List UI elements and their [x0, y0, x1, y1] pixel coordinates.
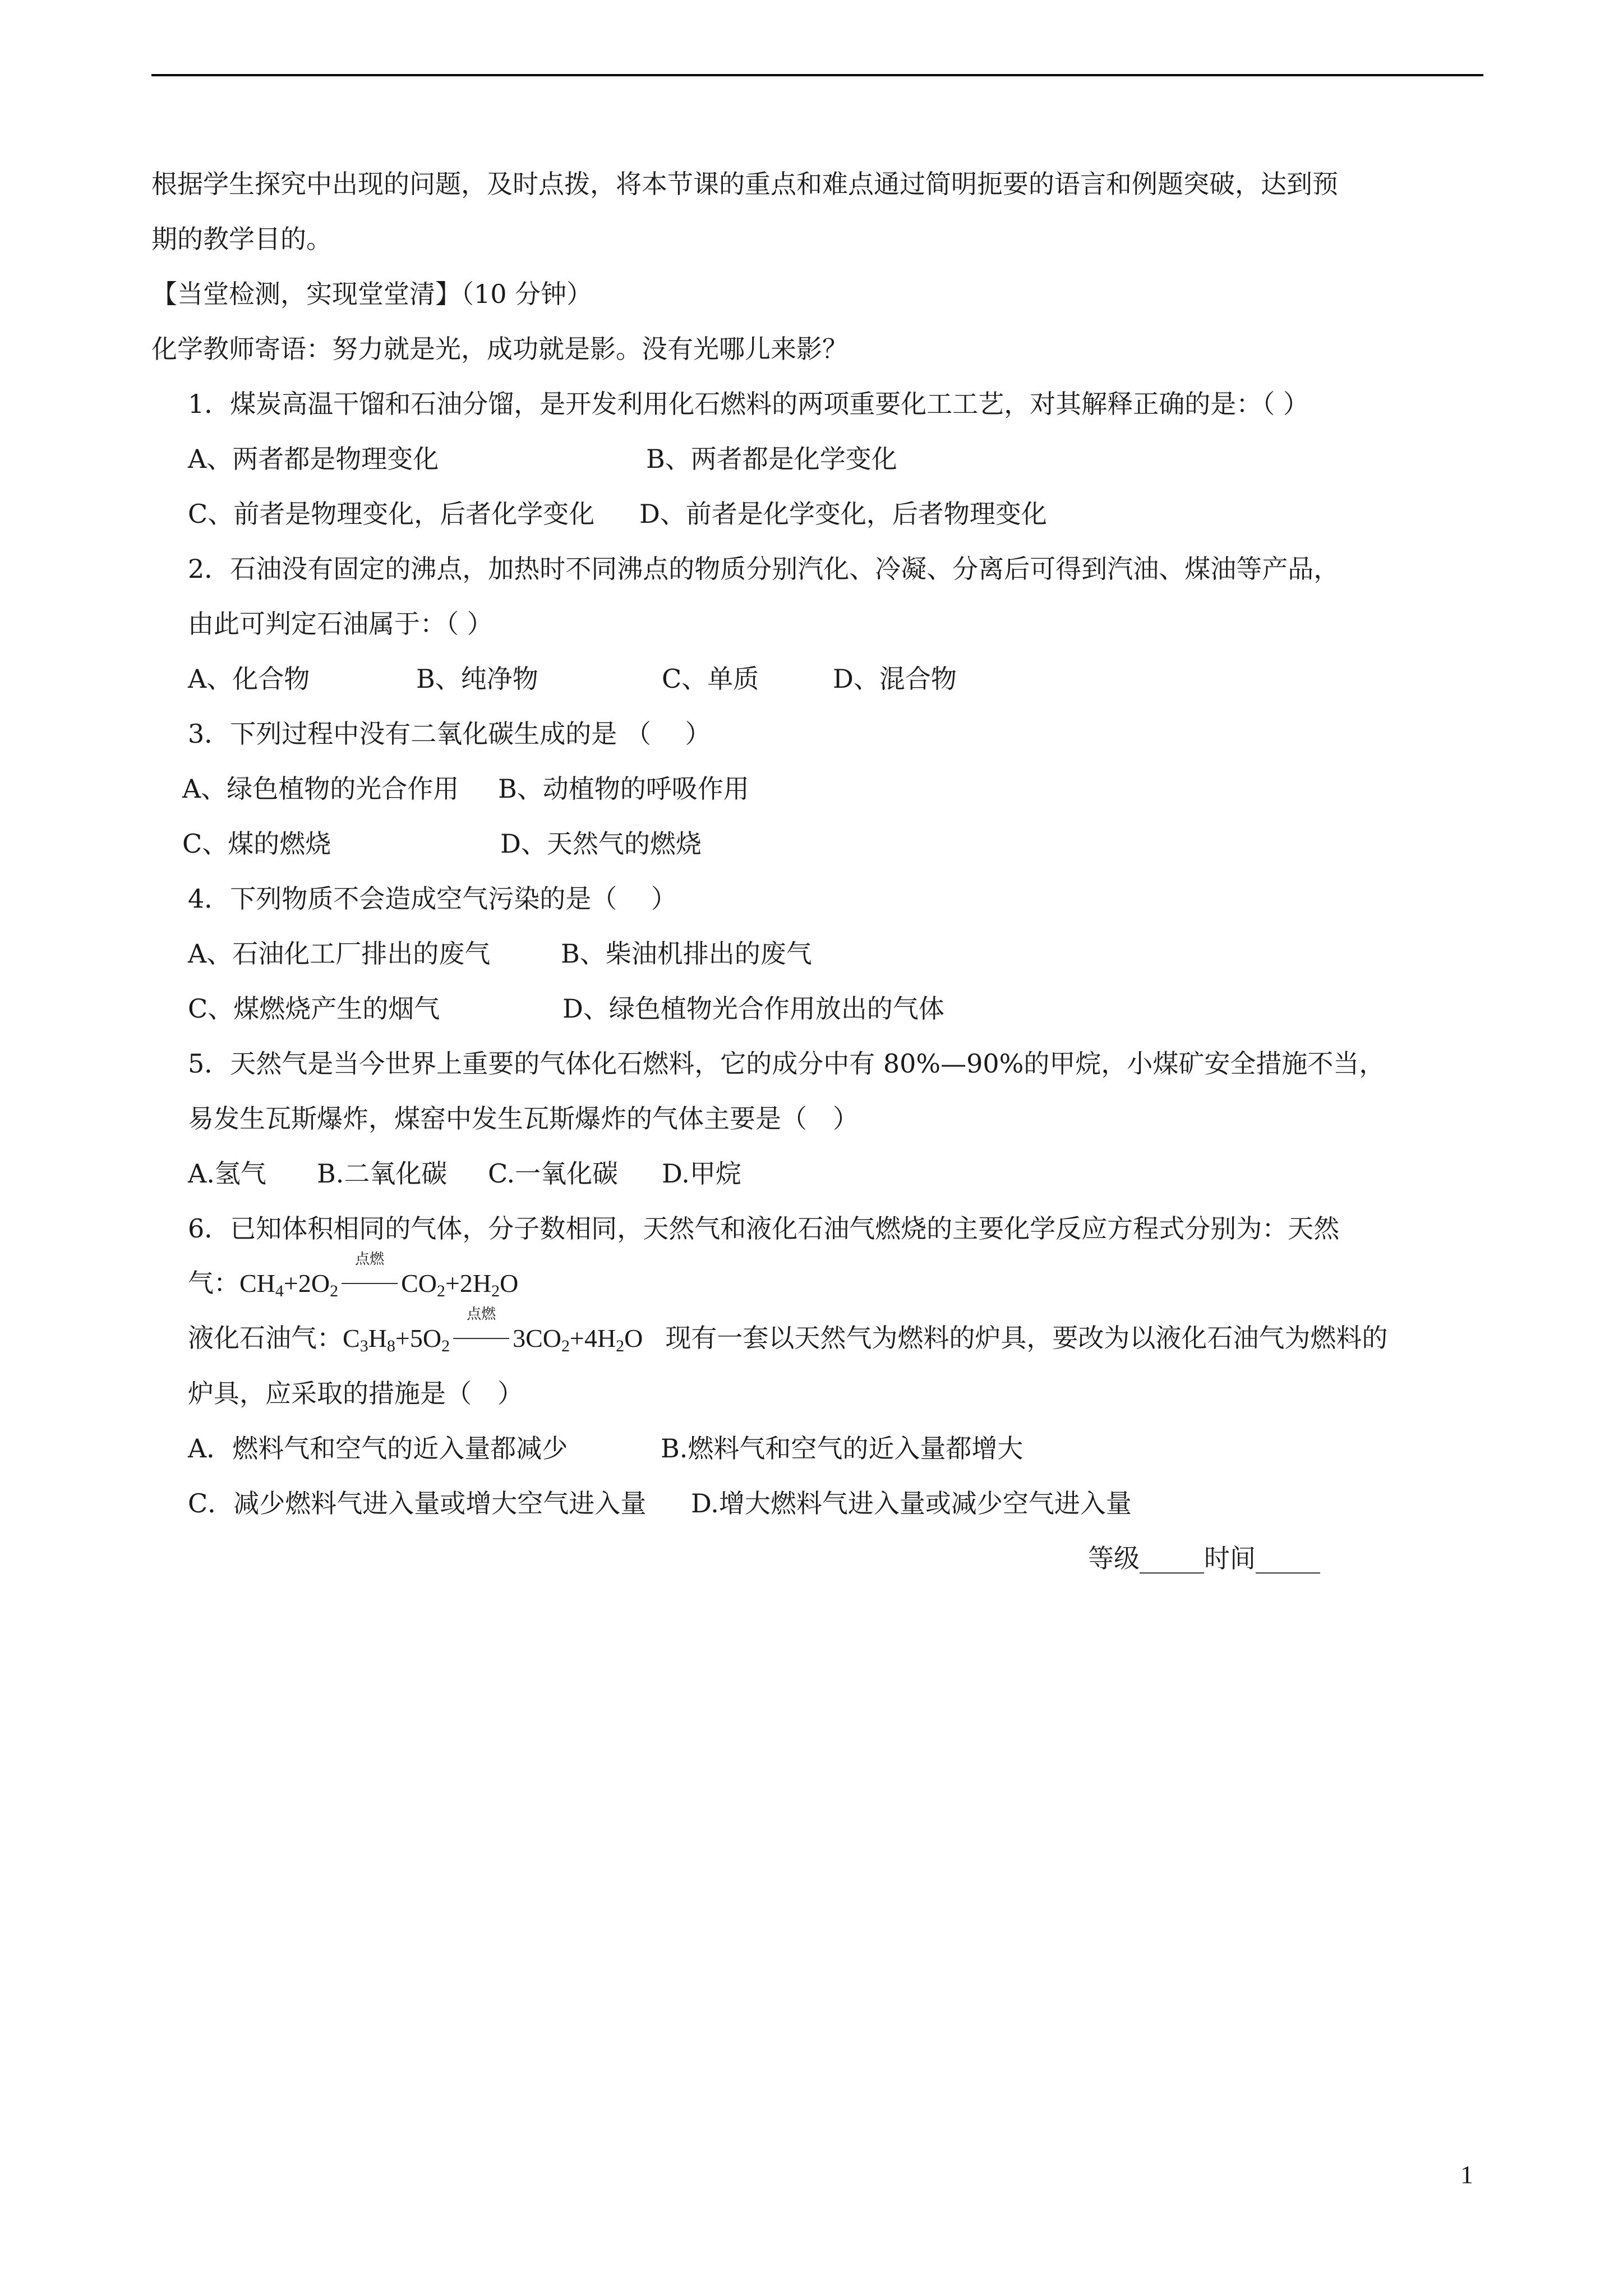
question-1-option-a: A、两者都是物理变化 [188, 444, 439, 474]
question-1-stem: 1．煤炭高温干馏和石油分馏，是开发利用化石燃料的两项重要化工工艺，对其解释正确的是：（ ） [188, 389, 1309, 419]
question-5-option-d: D.甲烷 [662, 1158, 741, 1189]
question-2-option-a: A、化合物 [188, 664, 310, 694]
question-6-stem-last: 炉具，应采取的措施是（ ） [188, 1378, 523, 1409]
reaction-condition: 点燃 [342, 1267, 398, 1300]
question-6-option-a: A．燃料气和空气的近入量都减少 [188, 1433, 568, 1464]
question-2-option-c: C、单质 [662, 664, 759, 694]
header-rule [151, 74, 1483, 76]
question-5-option-c: C.一氧化碳 [488, 1158, 619, 1189]
section-heading: 【当堂检测，实现堂堂清】（10 分钟） [151, 279, 593, 309]
question-3-option-d: D、天然气的燃烧 [500, 829, 702, 859]
question-4-stem: 4．下列物质不会造成空气污染的是（ ） [188, 884, 677, 914]
question-3-stem: 3．下列过程中没有二氧化碳生成的是 （ ） [188, 719, 711, 749]
question-2-stem-2: 由此可判定石油属于：（ ） [188, 609, 493, 639]
equation-prefix: 液化石油气： [188, 1324, 343, 1352]
question-2-option-b: B、纯净物 [416, 664, 538, 694]
question-6-option-b: B.燃料气和空气的近入量都增大 [661, 1433, 1023, 1464]
lpg-equation: 液化石油气：$C_3H_8+5O_2$ 点燃 $3CO_2+4H_2O$ 现有一套以天然气为燃料的炉具，要改为以液化石油气为燃料的 [188, 1306, 1388, 1355]
question-6-stem-1: 6．已知体积相同的气体，分子数相同，天然气和液化石油气燃烧的主要化学反应方程式分别为：天然 [188, 1213, 1340, 1244]
question-5-stem-2: 易发生瓦斯爆炸，煤窑中发生瓦斯爆炸的气体主要是（ ） [188, 1103, 859, 1134]
question-5-option-a: A.氢气 [188, 1158, 266, 1189]
question-5-stem-1: 5．天然气是当今世界上重要的气体化石燃料，它的成分中有 80%—90%的甲烷，小煤矿安全措施不当， [188, 1048, 1385, 1079]
question-4-option-a: A、石油化工厂排出的废气 [188, 938, 491, 969]
question-4-option-c: C、煤燃烧产生的烟气 [188, 993, 440, 1024]
question-3-option-a: A、绿色植物的光合作用 [182, 774, 459, 804]
question-2-option-d: D、混合物 [833, 664, 957, 694]
question-6-option-c: C．减少燃料气进入量或增大空气进入量 [188, 1488, 647, 1519]
question-4-option-d: D、绿色植物光合作用放出的气体 [562, 993, 944, 1024]
intro-line-2: 期的教学目的。 [151, 224, 332, 254]
teacher-message: 化学教师寄语：努力就是光，成功就是影。没有光哪儿来影？ [151, 334, 848, 364]
page-number: 1 [1460, 2160, 1473, 2189]
reaction-condition: 点燃 [453, 1322, 509, 1355]
methane-equation: 气：$CH_4+2O_2$ 点燃 $CO_2+2H_2O$ [188, 1251, 519, 1300]
question-3-option-b: B、动植物的呼吸作用 [498, 774, 749, 804]
equation-prefix: 气： [188, 1269, 239, 1297]
grade-time-field: 等级_____时间_____ [1088, 1543, 1320, 1573]
question-6-option-d: D.增大燃料气进入量或减少空气进入量 [691, 1488, 1132, 1519]
question-5-option-b: B.二氧化碳 [317, 1158, 448, 1189]
intro-line-1: 根据学生探究中出现的问题，及时点拨，将本节课的重点和难点通过简明扼要的语言和例题突破，达到预 [151, 169, 1338, 199]
question-2-stem-1: 2．石油没有固定的沸点，加热时不同沸点的物质分别汽化、冷凝、分离后可得到汽油、煤油等产品， [188, 554, 1340, 584]
question-6-stem-continued: 现有一套以天然气为燃料的炉具，要改为以液化石油气为燃料的 [665, 1324, 1388, 1352]
question-1-option-b: B、两者都是化学变化 [646, 444, 897, 474]
question-3-option-c: C、煤的燃烧 [182, 829, 331, 859]
question-1-option-d: D、前者是化学变化，后者物理变化 [639, 499, 1047, 529]
question-4-option-b: B、柴油机排出的废气 [561, 938, 812, 969]
question-1-option-c: C、前者是物理变化，后者化学变化 [188, 499, 595, 529]
